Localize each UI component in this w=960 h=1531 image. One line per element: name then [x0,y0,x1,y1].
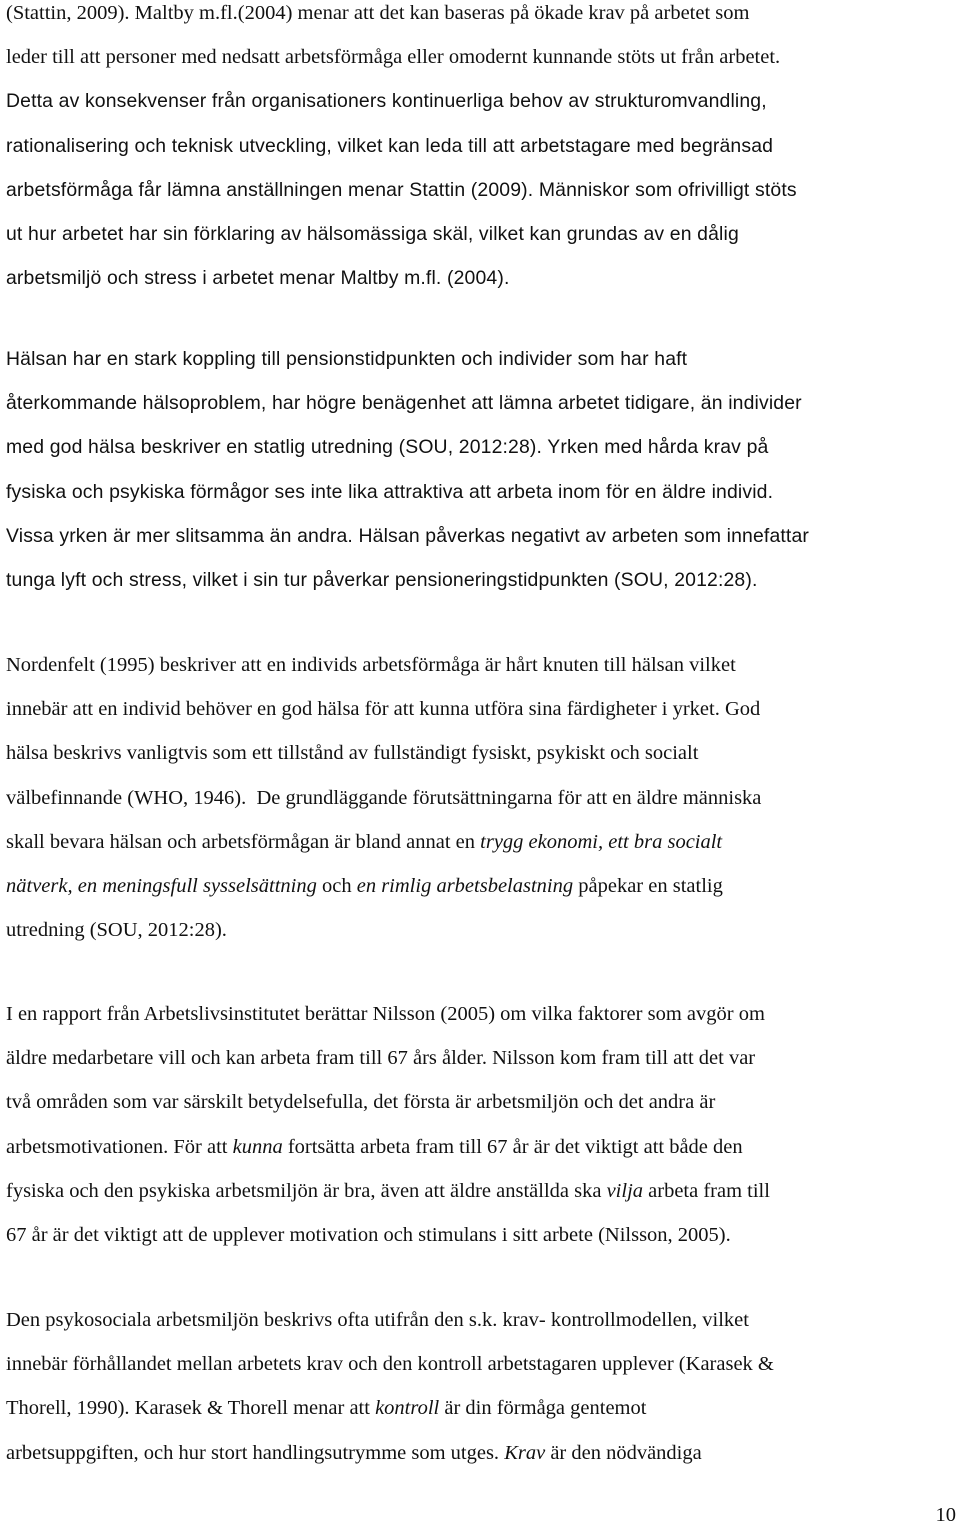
text-segment: (Stattin, 2009). Maltby m.fl. [6,2,238,24]
italic-text: Krav [504,1441,546,1464]
text-line [6,864,761,908]
text-line: Detta av konsekvenser från organisationers kontinuerliga behov av strukturomvandling, [6,90,767,113]
text-segment: fortsätta arbeta fram till 67 år är det viktigt att både den [282,1135,743,1158]
text-line [6,168,797,212]
text-line: tunga lyft och stress, vilket i sin tur påverkar pensioneringstidpunkten (SOU, 2012:28). [6,569,758,592]
text-segment: arbetsuppgiften, och hur stort handlingsutrymme som utges. [6,1441,505,1464]
text-segment: Hälsan påverkas negativt av arbeten som innefattar [352,524,810,547]
text-line: leder till att personer med nedsatt arbetsförmåga eller omodernt kunnande stöts ut från arbetet. [6,46,781,69]
text-line: rationalisering och teknisk utveckling, vilket kan leda till att arbetstagare med begränsad [6,134,774,157]
text-segment: arbeta fram till [643,1179,770,1202]
italic-text: trygg ekonomi, ett bra socialt [480,830,723,853]
text-line: hälsa beskrivs vanligtvis som ett tillstånd av fullständigt fysiskt, psykiskt och socialt [6,742,699,765]
text-segment: arbetsförmåga får lämna anställningen menar Stattin (2009). [6,178,534,201]
text-segment: fysiska och den psykiska arbetsmiljön är bra, även att äldre anställda ska [6,1179,607,1202]
text-segment: välbefinnande (WHO, 1946). [6,786,247,809]
italic-text: en rimlig arbetsbelastning [356,875,574,898]
text-line [6,1386,774,1430]
text-line: utredning (SOU, 2012:28). [6,919,227,942]
text-segment: innebär att en individ behöver en god hälsa för att kunna utföra sina färdigheter i yrket. [6,698,720,721]
page-number: 10 [935,1504,956,1526]
text-segment: Människor som ofrivilligt stöts [533,178,797,201]
text-segment: Karasek & Thorell menar att [129,1397,376,1420]
text-segment: och [316,875,357,898]
text-segment: Yrken med hårda krav på [542,436,769,459]
text-line: ut hur arbetet har sin förklaring av hälsomässiga skäl, vilket kan grundas av en dålig [6,223,739,246]
text-segment: God [719,698,761,721]
text-segment: Vissa yrken är mer slitsamma än andra. [6,524,353,547]
text-segment: De grundläggande förutsättningarna för att en äldre människa [246,786,762,809]
text-segment: med god hälsa beskriver en statlig utredning (SOU, 2012:28). [6,436,543,459]
paragraph-1 [6,0,797,300]
text-line [6,1036,770,1080]
text-segment: För att [168,1135,233,1158]
text-line [6,514,809,558]
text-line: Hälsan har en stark koppling till pensionstidpunkten och individer som har haft [6,348,688,370]
text-line [6,1169,770,1213]
text-line: I en rapport från Arbetslivsinstitutet berättar Nilsson (2005) om vilka faktorer som avgör om [6,1003,765,1025]
italic-text: nätverk, en meningsfull sysselsättning [6,875,317,898]
text-segment: (2004) menar att det kan baseras på ökade krav på arbetet som [237,2,750,24]
text-line: fysiska och psykiska förmågor ses inte lika attraktiva att arbeta inom för en äldre individ. [6,480,774,503]
text-segment: skall bevara hälsan och arbetsförmågan är bland annat en [6,830,481,853]
text-segment: arbetsmotivationen. [6,1135,169,1158]
text-segment: påpekar en statlig [573,875,723,898]
paragraph-4 [6,992,770,1257]
text-line [6,687,761,731]
text-line [6,820,761,864]
paragraph-2 [6,337,809,602]
paragraph-5 [6,1298,774,1475]
text-segment: Thorell, 1990). [6,1397,130,1420]
text-segment: är den nödvändiga [545,1441,702,1464]
text-line [6,1125,770,1169]
text-line: 67 år är det viktigt att de upplever motivation och stimulans i sitt arbete (Nilsson, 2005). [6,1224,731,1247]
text-line: arbetsmiljö och stress i arbetet menar Maltby m.fl. (2004). [6,267,510,290]
text-segment: äldre medarbetare vill och kan arbeta fram till 67 års ålder. [6,1047,487,1070]
text-line: innebär förhållandet mellan arbetets krav och den kontroll arbetstagaren upplever (Karasek & [6,1353,774,1376]
text-segment: Nilsson kom fram till att det var [486,1047,756,1070]
text-line [6,1431,774,1475]
text-segment: är din förmåga gentemot [439,1397,647,1420]
text-line: Den psykosociala arbetsmiljön beskrivs ofta utifrån den s.k. krav- kontrollmodellen, vilket [6,1309,749,1331]
text-line: återkommande hälsoproblem, har högre benägenhet att lämna arbetet tidigare, än individer [6,392,802,415]
paragraph-3 [6,643,761,952]
italic-text: kunna [232,1135,283,1158]
text-line: Nordenfelt (1995) beskriver att en individs arbetsförmåga är hårt knuten till hälsan vilket [6,654,736,676]
text-line [6,0,797,35]
text-line: två områden som var särskilt betydelsefulla, det första är arbetsmiljön och det andra är [6,1091,716,1114]
text-line [6,776,761,820]
italic-text: kontroll [375,1397,440,1420]
italic-text: vilja [606,1179,644,1202]
text-line [6,425,809,469]
